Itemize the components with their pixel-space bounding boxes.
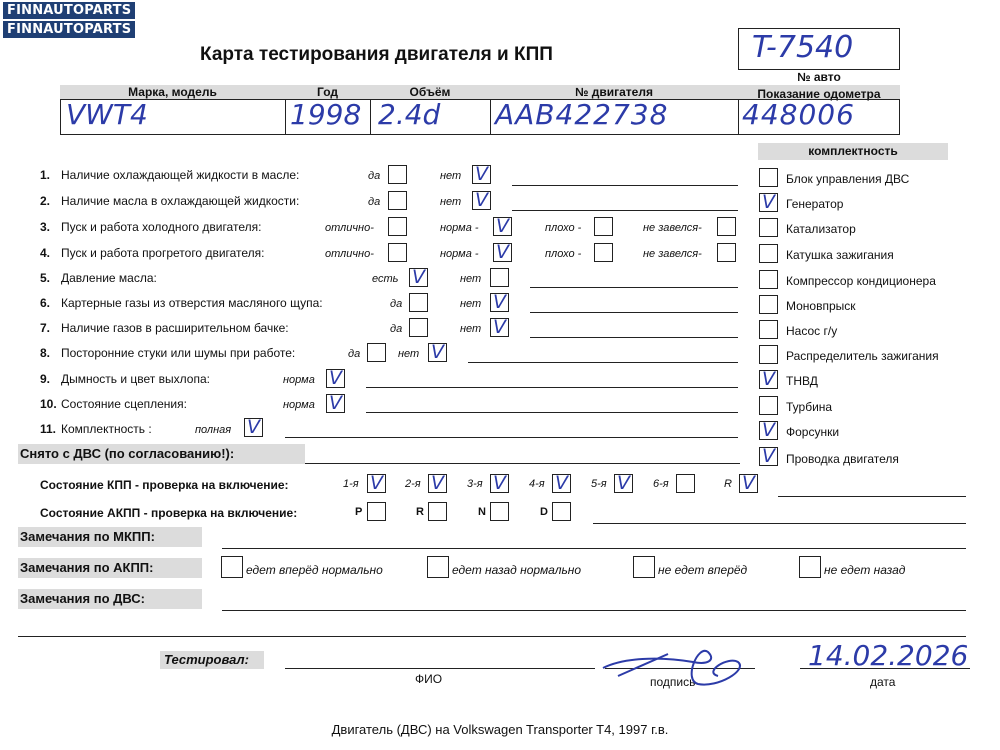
- answer-line: [222, 548, 966, 549]
- question-number: 3.: [40, 220, 51, 234]
- kit-checkbox[interactable]: [759, 168, 778, 187]
- question-number: 5.: [40, 271, 51, 285]
- answer-line: [512, 185, 738, 186]
- question-number: 10.: [40, 397, 57, 411]
- akpp-remark-checkbox[interactable]: [799, 556, 821, 578]
- option-norma-checkbox[interactable]: V: [326, 369, 345, 388]
- gear-label: 3-я: [467, 478, 483, 490]
- option-polnaya-label: полная: [195, 424, 232, 436]
- option-da-checkbox[interactable]: [388, 165, 407, 184]
- option-net-checkbox[interactable]: V: [472, 191, 491, 210]
- option-net-label: нет: [460, 323, 482, 335]
- gear-label: 5-я: [591, 478, 607, 490]
- akpp-remark-checkbox[interactable]: [427, 556, 449, 578]
- divider: [490, 99, 491, 135]
- option-ploho-checkbox[interactable]: [594, 217, 613, 236]
- question-11-text: Комплектность :: [61, 422, 152, 436]
- kit-checkbox[interactable]: V: [759, 193, 778, 212]
- gear-label: R: [724, 478, 732, 490]
- option-polnaya-checkbox[interactable]: V: [244, 418, 263, 437]
- question-5-text: Давление масла:: [61, 271, 157, 285]
- answer-line: [530, 337, 738, 338]
- akpp-mode-label: D: [540, 506, 548, 518]
- fio-label: ФИО: [415, 672, 443, 686]
- akpp-mode-checkbox[interactable]: [552, 502, 571, 521]
- akpp-remark-checkbox[interactable]: [221, 556, 243, 578]
- option-net-checkbox[interactable]: V: [428, 343, 447, 362]
- kit-item-label: Катализатор: [786, 222, 856, 236]
- kit-checkbox[interactable]: [759, 320, 778, 339]
- option-norma-label: норма -: [440, 222, 479, 234]
- kit-checkbox[interactable]: V: [759, 370, 778, 389]
- option-norma-checkbox[interactable]: V: [493, 243, 512, 262]
- kit-item-label: Генератор: [786, 197, 844, 211]
- option-da-checkbox[interactable]: [409, 293, 428, 312]
- answer-line: [512, 210, 738, 211]
- option-est-checkbox[interactable]: V: [409, 268, 428, 287]
- question-9-text: Дымность и цвет выхлопа:: [61, 372, 210, 386]
- option-ne-zavelsya-label: не завелся-: [643, 222, 702, 234]
- remarks-dvs-label: Замечания по ДВС:: [18, 589, 202, 609]
- akpp-mode-label: R: [416, 506, 424, 518]
- auto-number-label: № авто: [797, 70, 841, 84]
- akpp-remark-checkbox[interactable]: [633, 556, 655, 578]
- answer-line: [530, 287, 738, 288]
- option-net-label: нет: [460, 298, 482, 310]
- year-value: 1998: [290, 98, 362, 131]
- option-da-checkbox[interactable]: [388, 191, 407, 210]
- kit-checkbox[interactable]: [759, 345, 778, 364]
- kit-item-label: Распределитель зажигания: [786, 349, 939, 363]
- question-number: 4.: [40, 246, 51, 260]
- option-net-label: нет: [460, 273, 482, 285]
- header-engine-number: № двигателя: [575, 85, 653, 99]
- kit-checkbox[interactable]: V: [759, 447, 778, 466]
- option-da-label: да: [390, 298, 403, 310]
- kit-item-label: ТНВД: [786, 374, 818, 388]
- gear-label: 2-я: [405, 478, 421, 490]
- akpp-remark-label: не едет назад: [824, 563, 906, 577]
- gear-checkbox[interactable]: V: [552, 474, 571, 493]
- answer-line: [285, 437, 738, 438]
- option-net-label: нет: [398, 348, 420, 360]
- akpp-mode-checkbox[interactable]: [367, 502, 386, 521]
- question-number: 1.: [40, 168, 51, 182]
- header-year: Год: [317, 85, 338, 99]
- option-ploho-label: плохо -: [545, 248, 582, 260]
- option-norma-label: норма: [283, 399, 315, 411]
- gear-checkbox[interactable]: V: [367, 474, 386, 493]
- option-net-label: нет: [440, 196, 462, 208]
- option-ne-zavelsya-checkbox[interactable]: [717, 217, 736, 236]
- kit-item-label: Насос г/у: [786, 324, 838, 338]
- answer-line: [222, 610, 966, 611]
- engine-number-value: AAB422738: [495, 98, 669, 131]
- question-7-text: Наличие газов в расширительном бачке:: [61, 321, 289, 335]
- kit-item-label: Компрессор кондиционера: [786, 274, 936, 288]
- kit-checkbox[interactable]: [759, 218, 778, 237]
- kit-item-label: Проводка двигателя: [786, 452, 899, 466]
- header-odometer: Показание одометра: [757, 87, 881, 101]
- akpp-label: Состояние АКПП - проверка на включение:: [40, 506, 298, 520]
- option-da-label: да: [390, 323, 403, 335]
- option-net-checkbox[interactable]: [490, 268, 509, 287]
- question-6-text: Картерные газы из отверстия масляного щупа:: [61, 296, 323, 310]
- answer-line: [285, 668, 595, 669]
- gear-checkbox[interactable]: V: [428, 474, 447, 493]
- answer-line: [530, 312, 738, 313]
- question-number: 11.: [40, 422, 57, 436]
- answer-line: [593, 523, 966, 524]
- option-ne-zavelsya-label: не завелся-: [643, 248, 702, 260]
- gear-label: 6-я: [653, 478, 669, 490]
- option-ploho-label: плохо -: [545, 222, 582, 234]
- akpp-mode-label: N: [478, 506, 486, 518]
- question-10-text: Состояние сцепления:: [61, 397, 187, 411]
- option-da-checkbox[interactable]: [367, 343, 386, 362]
- akpp-remark-label: не едет вперёд: [658, 563, 748, 577]
- answer-line: [778, 496, 966, 497]
- kpp-label: Состояние КПП - проверка на включение:: [40, 478, 289, 492]
- option-est-label: есть: [372, 273, 399, 285]
- signature-scribble: [598, 640, 758, 690]
- question-number: 9.: [40, 372, 51, 386]
- option-da-label: да: [368, 170, 381, 182]
- option-net-checkbox[interactable]: V: [490, 293, 509, 312]
- kit-title: комплектность: [758, 143, 948, 160]
- image-caption: Двигатель (ДВС) на Volkswagen Transporter T4, 1997 г.в.: [331, 722, 669, 737]
- remarks-akpp-label: Замечания по АКПП:: [18, 558, 202, 578]
- kit-item-label: Блок управления ДВС: [786, 172, 910, 186]
- gear-checkbox[interactable]: V: [490, 474, 509, 493]
- option-norma-label: норма: [283, 374, 315, 386]
- option-norma-label: норма -: [440, 248, 479, 260]
- answer-line: [366, 412, 738, 413]
- option-otlichno-checkbox[interactable]: [388, 217, 407, 236]
- question-number: 6.: [40, 296, 51, 310]
- akpp-remark-label: едет назад нормально: [452, 563, 582, 577]
- option-otlichno-checkbox[interactable]: [388, 243, 407, 262]
- akpp-remark-label: едет вперёд нормально: [246, 563, 383, 577]
- akpp-mode-label: P: [355, 506, 363, 518]
- kit-item-label: Моновпрыск: [786, 299, 856, 313]
- option-ne-zavelsya-checkbox[interactable]: [717, 243, 736, 262]
- kit-item-label: Турбина: [786, 400, 833, 414]
- remarks-mkpp-label: Замечания по МКПП:: [18, 527, 202, 547]
- option-ploho-checkbox[interactable]: [594, 243, 613, 262]
- make-value: VWT4: [66, 98, 148, 131]
- question-4-text: Пуск и работа прогретого двигателя:: [61, 246, 265, 260]
- removed-label: Снято с ДВС (по согласованию!):: [18, 444, 305, 464]
- answer-line: [18, 636, 966, 637]
- odometer-value: 448006: [742, 98, 855, 131]
- option-net-label: нет: [440, 170, 462, 182]
- watermark-logo: FINNAUTOPARTS: [3, 21, 135, 38]
- kit-item-label: Форсунки: [786, 425, 840, 439]
- auto-number-value: T-7540: [752, 30, 854, 65]
- kit-checkbox[interactable]: [759, 270, 778, 289]
- option-otlichno-label: отлично-: [325, 248, 374, 260]
- question-number: 8.: [40, 346, 51, 360]
- divider: [738, 99, 739, 135]
- date-value: 14.02.2026: [808, 639, 969, 672]
- header-volume: Объём: [409, 85, 451, 99]
- question-3-text: Пуск и работа холодного двигателя:: [61, 220, 262, 234]
- question-number: 2.: [40, 194, 51, 208]
- akpp-mode-checkbox[interactable]: [428, 502, 447, 521]
- volume-value: 2.4d: [378, 98, 441, 131]
- kit-checkbox[interactable]: [759, 396, 778, 415]
- kit-checkbox[interactable]: V: [759, 421, 778, 440]
- option-net-checkbox[interactable]: V: [490, 318, 509, 337]
- gear-checkbox[interactable]: V: [739, 474, 758, 493]
- divider: [370, 99, 371, 135]
- answer-line: [366, 387, 738, 388]
- kit-item-label: Катушка зажигания: [786, 248, 894, 262]
- header-make: Марка, модель: [128, 85, 217, 99]
- date-label: дата: [870, 675, 896, 689]
- form-title: Карта тестирования двигателя и КПП: [200, 44, 553, 65]
- option-otlichno-label: отлично-: [325, 222, 374, 234]
- answer-line: [305, 463, 740, 464]
- answer-line: [468, 362, 738, 363]
- option-norma-checkbox[interactable]: V: [493, 217, 512, 236]
- signature-label: подпись: [650, 675, 696, 689]
- question-8-text: Посторонние стуки или шумы при работе:: [61, 346, 296, 360]
- divider: [285, 99, 286, 135]
- kit-checkbox[interactable]: [759, 295, 778, 314]
- tested-label: Тестировал:: [160, 651, 264, 669]
- gear-label: 4-я: [529, 478, 545, 490]
- question-2-text: Наличие масла в охлаждающей жидкости:: [61, 194, 300, 208]
- option-norma-checkbox[interactable]: V: [326, 394, 345, 413]
- option-da-label: да: [348, 348, 361, 360]
- gear-checkbox[interactable]: [676, 474, 695, 493]
- option-net-checkbox[interactable]: V: [472, 165, 491, 184]
- option-da-checkbox[interactable]: [409, 318, 428, 337]
- question-1-text: Наличие охлаждающей жидкости в масле:: [61, 168, 300, 182]
- gear-label: 1-я: [343, 478, 359, 490]
- gear-checkbox[interactable]: V: [614, 474, 633, 493]
- question-number: 7.: [40, 321, 51, 335]
- watermark-logo: FINNAUTOPARTS: [3, 2, 135, 19]
- akpp-mode-checkbox[interactable]: [490, 502, 509, 521]
- option-da-label: да: [368, 196, 381, 208]
- kit-checkbox[interactable]: [759, 244, 778, 263]
